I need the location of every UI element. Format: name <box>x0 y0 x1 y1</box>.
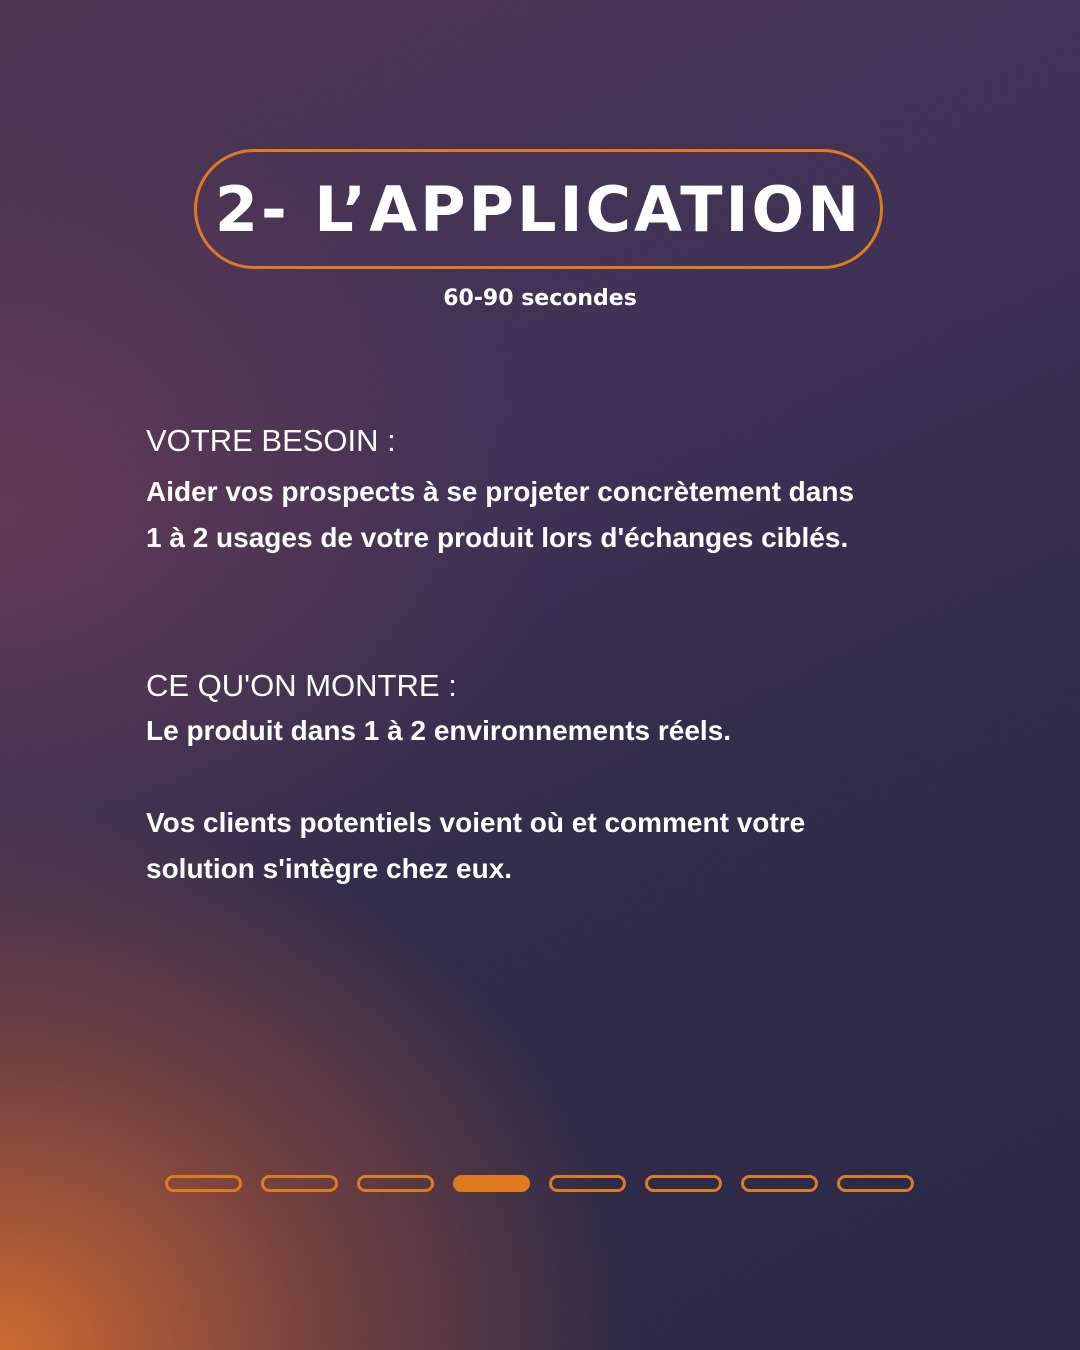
pager-dot[interactable] <box>645 1175 722 1192</box>
section-need-heading: VOTRE BESOIN : <box>146 423 396 458</box>
section-show <box>146 666 946 892</box>
section-need-line-1: Aider vos prospects à se projeter concrètement dans <box>146 476 855 507</box>
section-show-extra-line-2: solution s'intègre chez eux. <box>146 853 513 884</box>
pager-dot[interactable] <box>261 1175 338 1192</box>
pager-dot[interactable] <box>549 1175 626 1192</box>
duration-label: 60-90 secondes <box>443 286 637 311</box>
section-show-heading: CE QU'ON MONTRE : <box>146 668 457 703</box>
page-title: 2- L’APPLICATION <box>214 172 863 246</box>
section-need <box>146 421 946 561</box>
carousel-pager <box>165 1175 914 1192</box>
pager-dot-active[interactable] <box>453 1175 530 1192</box>
section-need-line-2: 1 à 2 usages de votre produit lors d'échanges ciblés. <box>146 522 849 553</box>
title-pill <box>194 149 883 269</box>
section-show-extra-line-1: Vos clients potentiels voient où et comment votre <box>146 807 806 838</box>
pager-dot[interactable] <box>357 1175 434 1192</box>
pager-dot[interactable] <box>165 1175 242 1192</box>
section-show-line-1: Le produit dans 1 à 2 environnements réels. <box>146 715 732 746</box>
pager-dot[interactable] <box>741 1175 818 1192</box>
pager-dot[interactable] <box>837 1175 914 1192</box>
